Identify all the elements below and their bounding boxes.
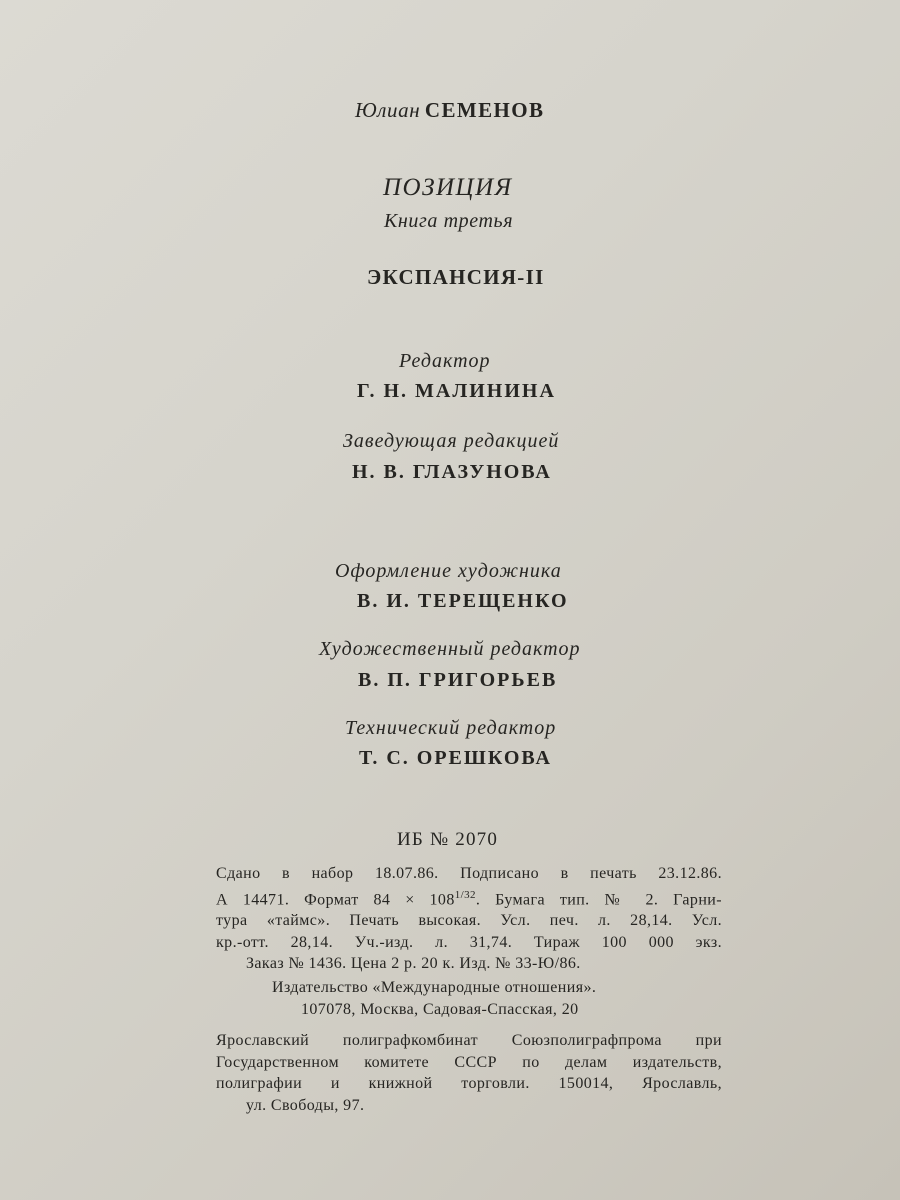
credit-role-tech-editor: Технический редактор xyxy=(345,717,557,739)
print-details-line-format xyxy=(216,885,722,911)
book-part: ЭКСПАНСИЯ-II xyxy=(367,265,545,289)
print-details-line: Заказ № 1436. Цена 2 р. 20 к. Изд. № 33-Ю/86. xyxy=(246,955,581,973)
printer-line: Ярославский полиграфкомбинат Союзполиграфпрома при xyxy=(216,1032,722,1049)
credit-role-editor: Редактор xyxy=(399,350,491,372)
print-details-block xyxy=(216,863,722,975)
printer-line: Государственном комитете СССР по делам издательств, xyxy=(216,1053,722,1071)
author-line xyxy=(355,98,544,123)
credit-name-tech-editor: Т. С. ОРЕШКОВА xyxy=(359,747,552,769)
credit-role-head-editorial: Заведующая редакцией xyxy=(343,430,560,452)
format-rest: . Бумага тип. № 2. Гарни- xyxy=(475,890,722,908)
printer-block xyxy=(216,1030,722,1116)
credit-role-artist: Оформление художника xyxy=(335,560,562,582)
format-text: А 14471. Формат 84 × 108 xyxy=(216,890,455,908)
author-first-name: Юлиан xyxy=(355,98,421,122)
printer-line: полиграфии и книжной торговли. 150014, Ярославль, xyxy=(216,1075,722,1092)
print-details-line: кр.-отт. 28,14. Уч.-изд. л. 31,74. Тираж 100 000 экз. xyxy=(216,933,722,951)
ib-number: ИБ № 2070 xyxy=(397,829,499,850)
credit-role-art-editor: Художественный редактор xyxy=(319,638,581,660)
print-details-line: тура «таймс». Печать высокая. Усл. печ. л. 28,14. Усл. xyxy=(216,912,722,930)
publisher-name: Издательство «Международные отношения». xyxy=(272,979,597,996)
format-fraction: 1/32 xyxy=(454,888,476,901)
book-subtitle: Книга третья xyxy=(384,210,514,232)
print-details-line: Сдано в набор 18.07.86. Подписано в печать 23.12.86. xyxy=(216,865,722,882)
publisher-block xyxy=(272,977,596,1020)
credit-name-art-editor: В. П. ГРИГОРЬЕВ xyxy=(358,669,558,691)
author-last-name: СЕМЕНОВ xyxy=(424,98,545,122)
book-title: ПОЗИЦИЯ xyxy=(383,174,513,201)
printer-line: ул. Свободы, 97. xyxy=(246,1096,365,1114)
credit-name-head-editorial: Н. В. ГЛАЗУНОВА xyxy=(352,461,552,483)
credit-name-artist: В. И. ТЕРЕЩЕНКО xyxy=(357,590,569,612)
publisher-address: 107078, Москва, Садовая-Спасская, 20 xyxy=(301,1000,579,1018)
credit-name-editor: Г. Н. МАЛИНИНА xyxy=(357,380,556,402)
